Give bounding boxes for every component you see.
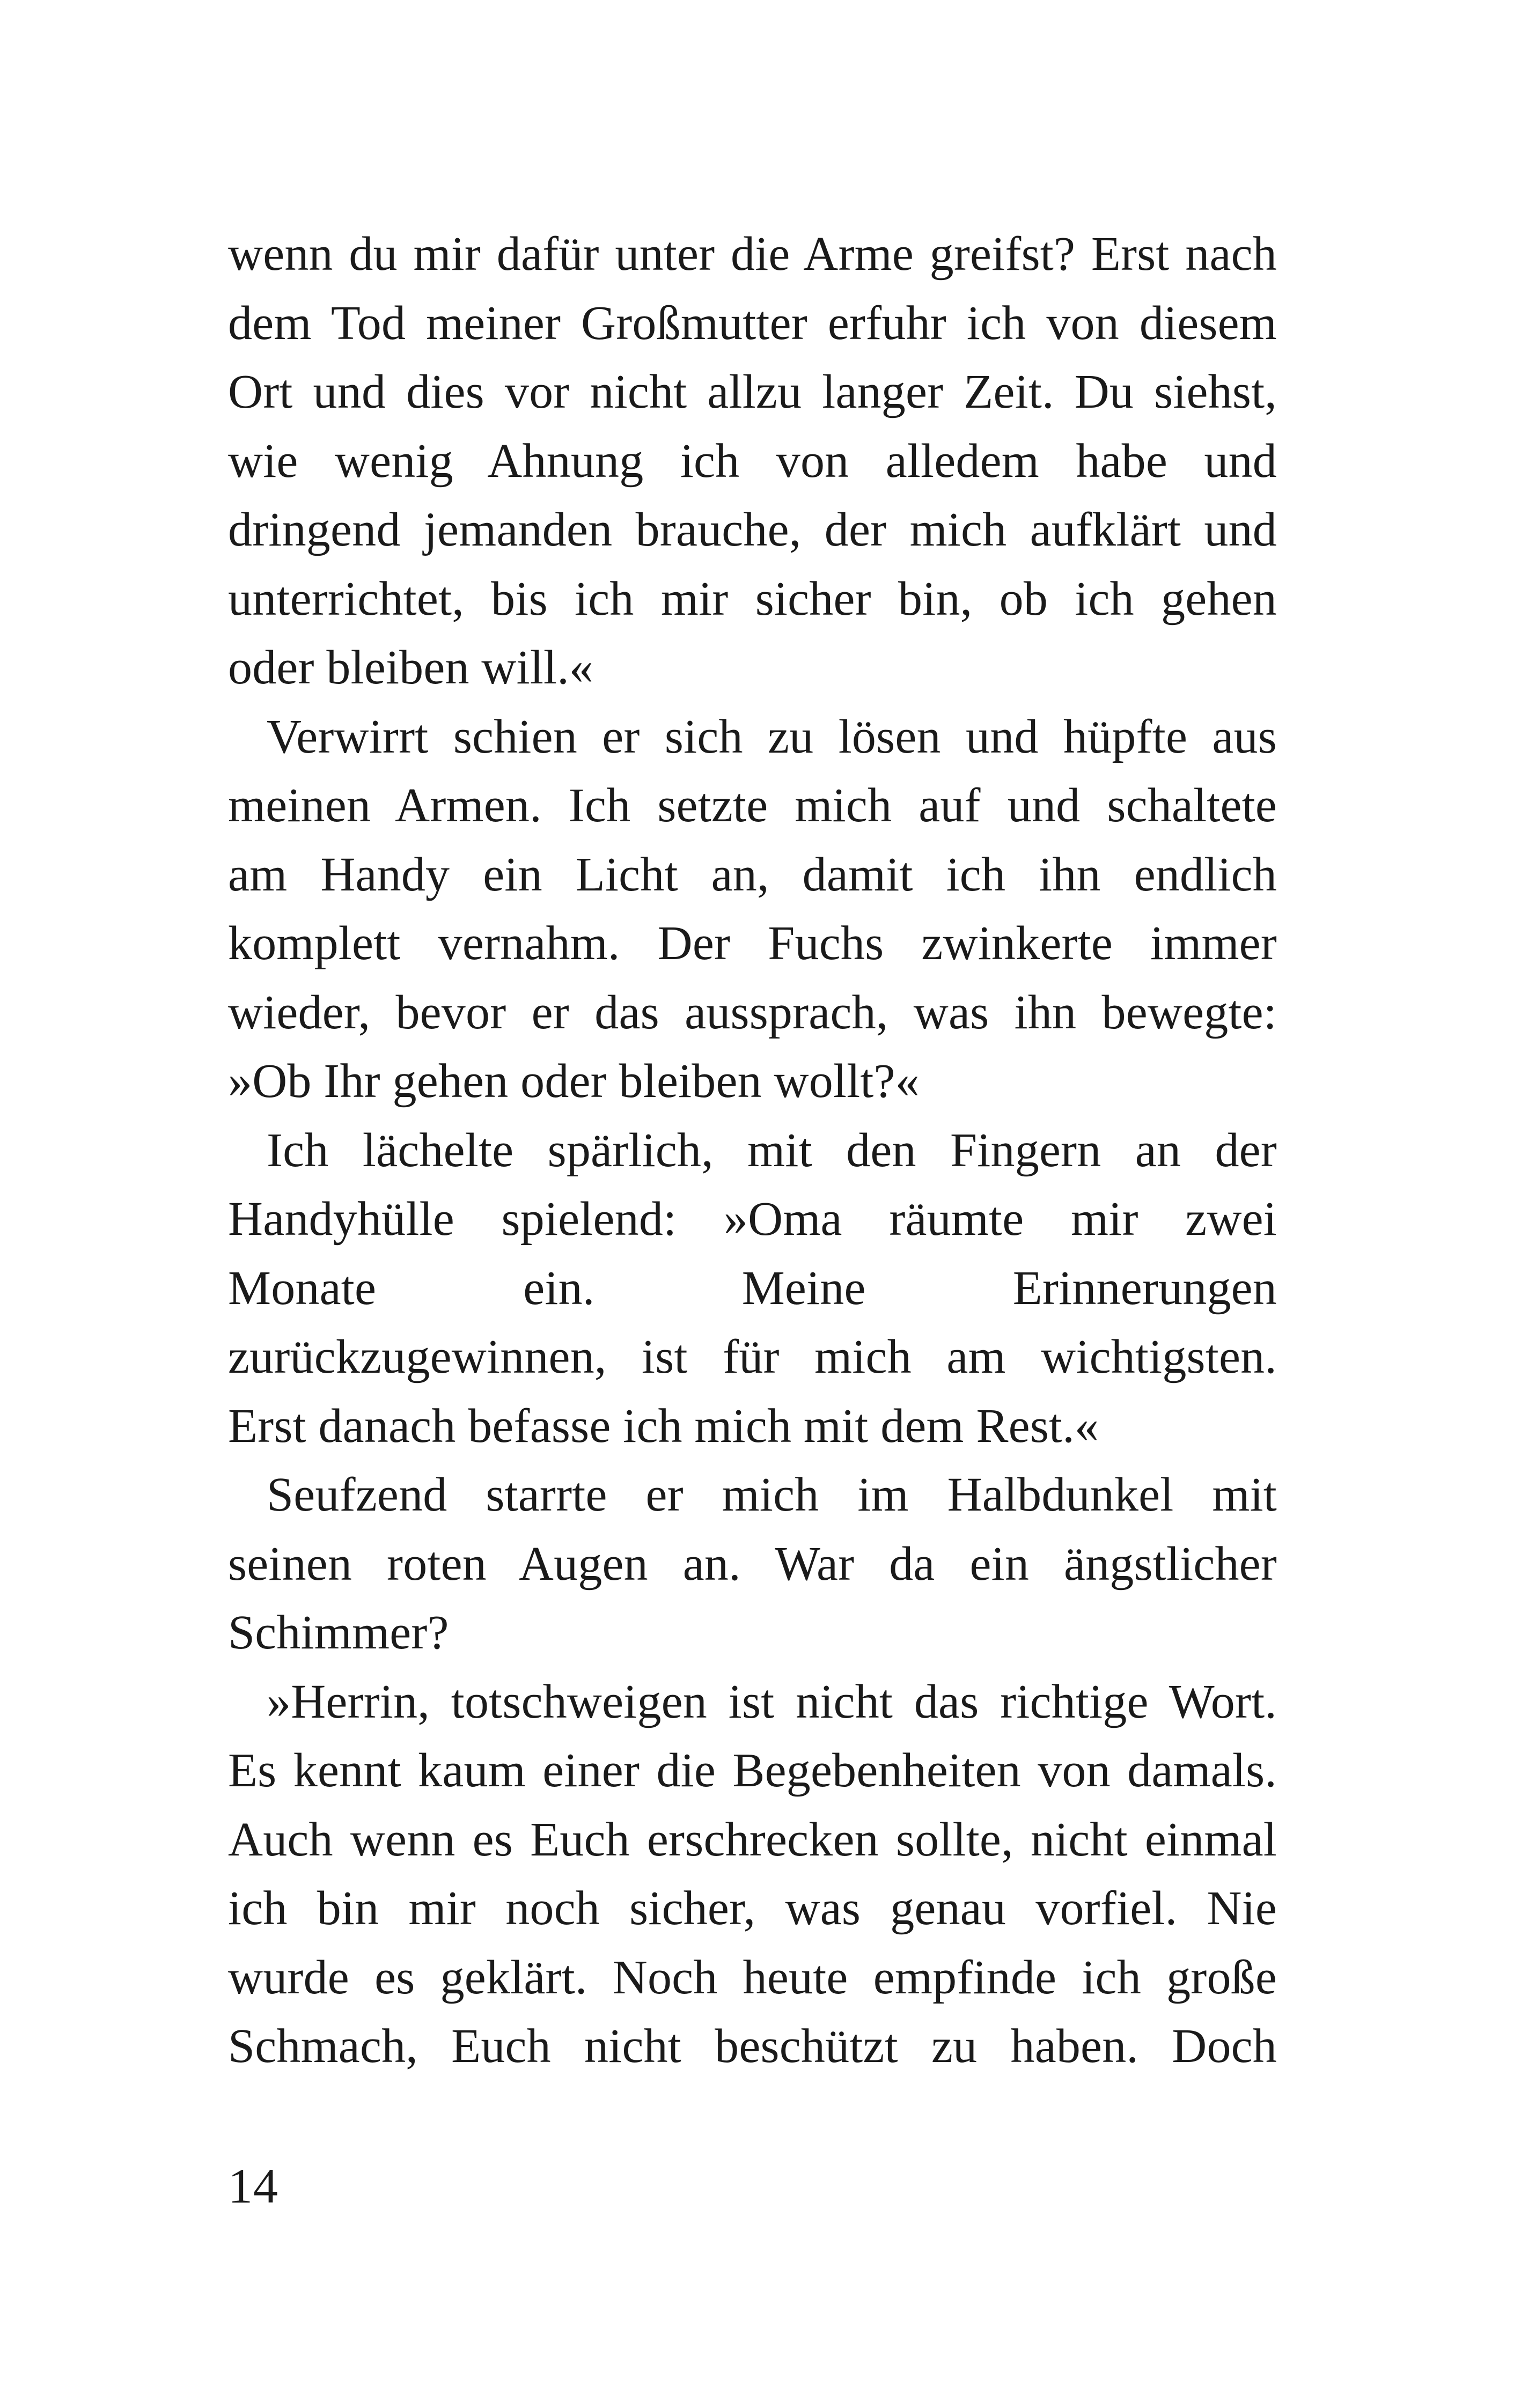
text-line: meinen Armen. Ich setzte mich auf und schaltete: [228, 779, 1277, 832]
text-line: wurde es geklärt. Noch heute empfinde ich große: [228, 1950, 1277, 2004]
text-line: Schmach, Euch nicht beschützt zu haben. Doch: [228, 2020, 1277, 2073]
text-line: »Ob Ihr gehen oder bleiben wollt?«: [228, 1055, 920, 1108]
text-line: Monate ein. Meine Erinnerungen: [228, 1261, 1277, 1315]
text-line: wie wenig Ahnung ich von alledem habe und: [228, 434, 1277, 488]
text-line: wieder, bevor er das aussprach, was ihn bewegte:: [228, 985, 1277, 1039]
text-line: Handyhülle spielend: »Oma räumte mir zwei: [228, 1192, 1277, 1246]
text-line: unterrichtet, bis ich mir sicher bin, ob ich gehen: [228, 572, 1277, 625]
text-line: seinen roten Augen an. War da ein ängstlicher: [228, 1537, 1277, 1590]
text-line: Schimmer?: [228, 1606, 449, 1659]
text-line: Es kennt kaum einer die Begebenheiten von damals.: [228, 1744, 1277, 1797]
text-line: »Herrin, totschweigen ist nicht das richtige Wort.: [267, 1675, 1277, 1728]
text-line: oder bleiben will.«: [228, 641, 594, 694]
text-line: dem Tod meiner Großmutter erfuhr ich von diesem: [228, 296, 1277, 350]
body-text: [228, 220, 1277, 2081]
text-line: ich bin mir noch sicher, was genau vorfiel. Nie: [228, 1882, 1277, 1935]
text-line: Ort und dies vor nicht allzu langer Zeit. Du siehst,: [228, 365, 1277, 418]
text-line: am Handy ein Licht an, damit ich ihn endlich: [228, 848, 1277, 901]
text-line: Verwirrt schien er sich zu lösen und hüpfte aus: [267, 710, 1277, 763]
text-line: wenn du mir dafür unter die Arme greifst? Erst nach: [228, 227, 1277, 281]
text-line: Erst danach befasse ich mich mit dem Rest.«: [228, 1399, 1099, 1453]
text-line: komplett vernahm. Der Fuchs zwinkerte immer: [228, 917, 1277, 970]
page-number: 14: [228, 2159, 278, 2213]
text-line: zurückzugewinnen, ist für mich am wichtigsten.: [228, 1330, 1277, 1383]
text-line: Seufzend starrte er mich im Halbdunkel mit: [267, 1468, 1277, 1521]
text-line: Auch wenn es Euch erschrecken sollte, nicht einmal: [228, 1813, 1277, 1866]
text-line: dringend jemanden brauche, der mich aufklärt und: [228, 503, 1277, 556]
text-line: Ich lächelte spärlich, mit den Fingern an der: [267, 1123, 1277, 1177]
